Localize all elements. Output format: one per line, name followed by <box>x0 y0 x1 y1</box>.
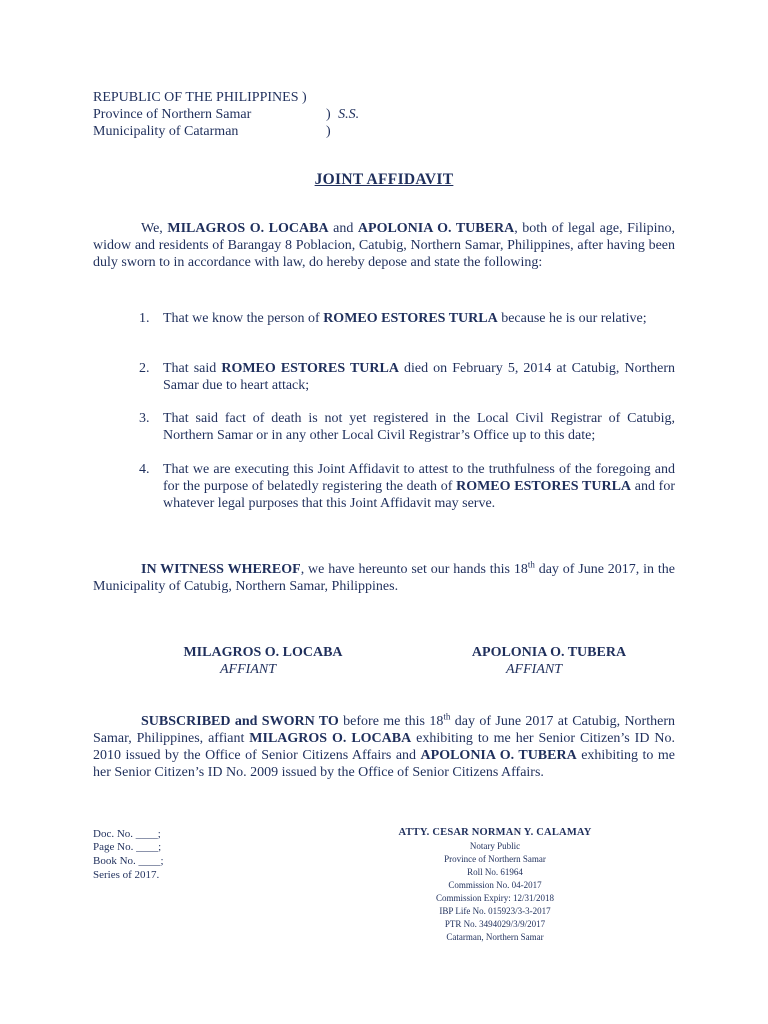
intro-affiant-1: MILAGROS O. LOCABA <box>167 221 329 236</box>
notary-name: ATTY. CESAR NORMAN Y. CALAMAY <box>398 827 592 838</box>
notary-province: Province of Northern Samar <box>444 854 546 864</box>
venue-ss: S.S. <box>338 107 360 122</box>
item-1-text-a: That we know the person of <box>163 311 320 326</box>
list-item-4 <box>139 461 675 512</box>
item-2-text-a: That said <box>163 361 217 376</box>
intro-affiant-2: APOLONIA O. TUBERA <box>357 221 515 236</box>
notary-location: Catarman, Northern Samar <box>446 932 544 942</box>
jurat-text-2: day of June 2017 at Catubig, Northern Samar, Philippines, affiant <box>93 714 675 746</box>
jurat-affiant-1: MILAGROS O. LOCABA <box>249 731 412 746</box>
witness-heading: IN WITNESS WHEREOF <box>141 562 301 577</box>
registry-series: Series of 2017. <box>93 869 160 881</box>
jurat-heading: SUBSCRIBED and SWORN TO <box>141 714 339 729</box>
notary-ptr-no: PTR No. 3494029/3/9/2017 <box>444 919 546 929</box>
signature-name-1: MILAGROS O. LOCABA <box>183 645 343 660</box>
venue-paren-1: ) <box>302 90 307 105</box>
venue-line-2-paren <box>326 105 359 124</box>
witness-paragraph <box>93 561 675 595</box>
witness-sup: th <box>527 559 535 570</box>
item-2-name: ROMEO ESTORES TURLA <box>221 361 399 376</box>
intro-text: , both of legal age, Filipino, widow and residents of Barangay 8 Poblacion, Catubig, Northern Samar, Philippines, after having been duly sworn to in accordance with law, do hereby depose and state the following: <box>93 221 676 270</box>
venue-province: Province of Northern Samar <box>93 107 252 122</box>
registry-book-no: Book No. ____; <box>93 855 164 867</box>
item-4-text-c: and for whatever legal purposes that this Joint Affidavit may serve. <box>163 479 675 511</box>
jurat-text-1: before me this 18 <box>338 714 444 729</box>
signature-role-2: AFFIANT <box>506 662 562 677</box>
intro-prefix: We, <box>141 221 163 236</box>
registry-page-no: Page No. ____; <box>93 841 162 853</box>
list-item-number: 1. <box>139 311 150 326</box>
notary-title: Notary Public <box>469 841 521 851</box>
venue-republic: REPUBLIC OF THE PHILIPPINES <box>93 90 299 105</box>
item-1-text-c: because he is our relative; <box>501 311 647 326</box>
document-title: JOINT AFFIDAVIT <box>314 171 454 188</box>
jurat-paragraph <box>93 713 675 781</box>
list-item-3 <box>139 410 675 444</box>
witness-text-1: , we have hereunto set our hands this 18 <box>300 562 528 577</box>
intro-paragraph <box>93 220 675 271</box>
item-3-text: That said fact of death is not yet registered in the Local Civil Registrar of Catubig, Northern Samar or in any other Local Civil Registrar’s Office up to this date; <box>163 411 675 443</box>
item-4-name: ROMEO ESTORES TURLA <box>456 479 632 494</box>
list-item-2 <box>139 360 676 394</box>
registry-doc-no: Doc. No. ____; <box>93 828 161 840</box>
venue-paren-3: ) <box>326 124 331 139</box>
intro-and: and <box>333 221 354 236</box>
jurat-sup: th <box>443 711 451 722</box>
venue-paren-2: ) <box>326 107 331 122</box>
notary-commission-no: Commission No. 04-2017 <box>448 880 542 890</box>
notary-ibp-no: IBP Life No. 015923/3-3-2017 <box>439 906 551 916</box>
item-1-name: ROMEO ESTORES TURLA <box>323 311 498 326</box>
list-item-1 <box>139 310 675 327</box>
signature-role-1: AFFIANT <box>220 662 276 677</box>
venue-line-3 <box>93 122 238 141</box>
list-item-number: 3. <box>139 411 150 426</box>
signature-name-2: APOLONIA O. TUBERA <box>471 645 627 660</box>
item-2-text-c: died on February 5, 2014 at Catubig, Northern Samar due to heart attack; <box>163 361 676 393</box>
jurat-text-3: exhibiting to me her Senior Citizen’s ID No. 2010 issued by the Office of Senior Citizens Affairs and <box>93 731 675 763</box>
list-item-number: 4. <box>139 462 150 477</box>
jurat-text-4: exhibiting to me her Senior Citizen’s ID No. 2009 issued by the Office of Senior Citizens Affairs. <box>93 748 675 780</box>
item-4-text-a: That we are executing this Joint Affidavit to attest to the truthfulness of the foregoing and for the purpose of belatedly registering the death of <box>163 462 675 494</box>
witness-text-2: day of June 2017, in the Municipality of Catubig, Northern Samar, Philippines. <box>93 562 675 594</box>
notary-block <box>325 826 665 944</box>
notary-roll-no: Roll No. 61964 <box>467 867 523 877</box>
venue-municipality: Municipality of Catarman <box>93 124 239 139</box>
jurat-affiant-2: APOLONIA O. TUBERA <box>420 748 577 763</box>
venue-line-3-paren <box>326 122 331 141</box>
list-item-number: 2. <box>139 361 150 376</box>
notary-commission-expiry: Commission Expiry: 12/31/2018 <box>435 893 554 903</box>
